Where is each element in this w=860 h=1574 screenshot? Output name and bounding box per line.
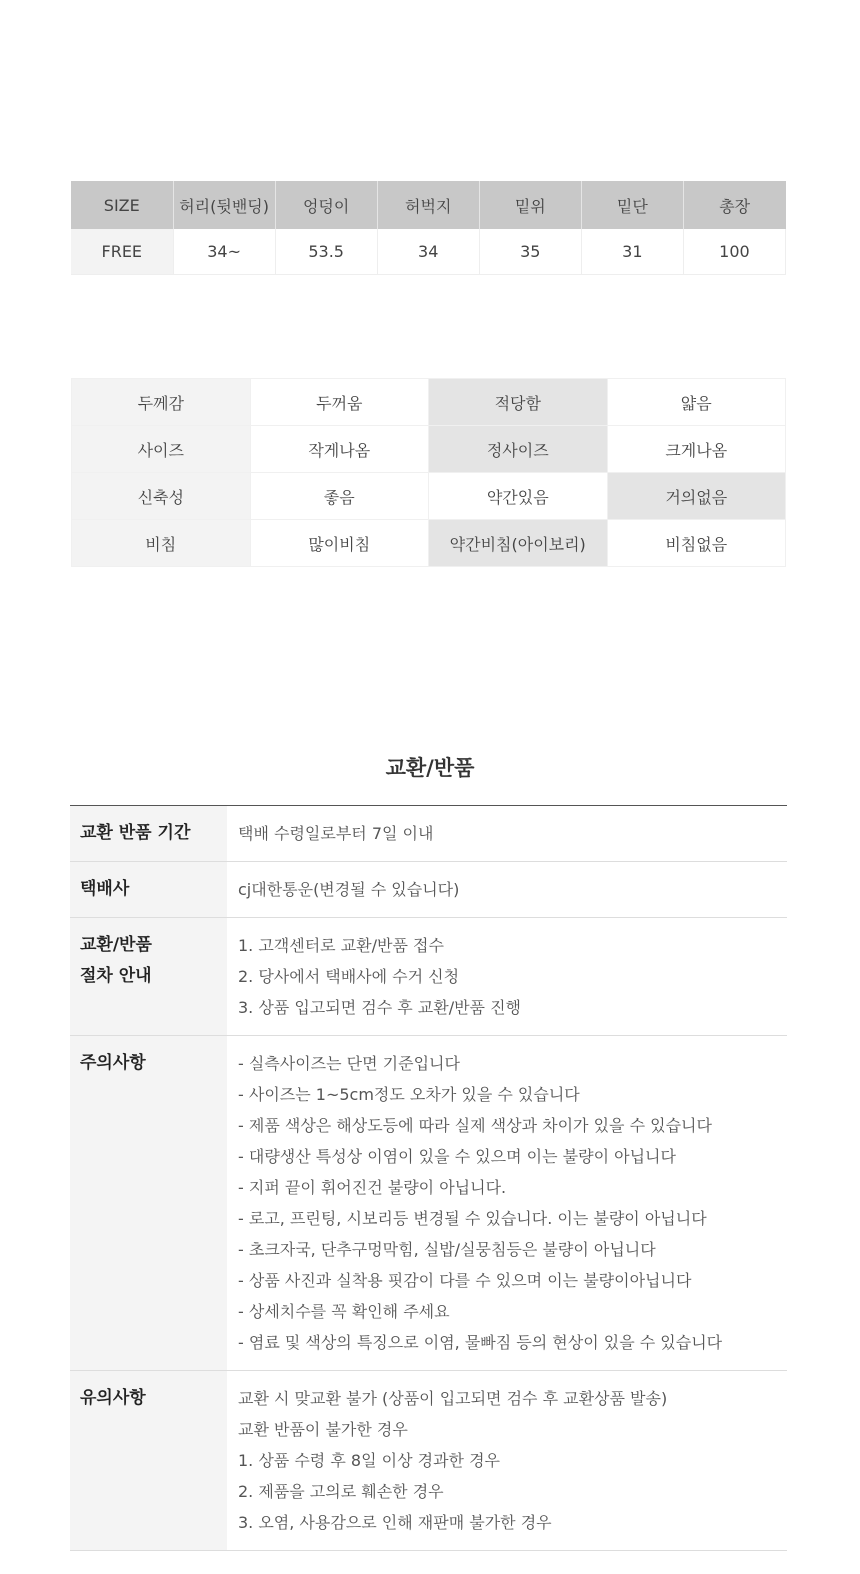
policy-content-line: 2. 당사에서 택배사에 수거 신청 <box>238 967 460 986</box>
policy-row-content <box>227 918 787 1036</box>
policy-content-line: - 상품 사진과 실착용 핏감이 다를 수 있으며 이는 불량이아닙니다 <box>238 1271 692 1290</box>
size-label-cell: FREE <box>71 229 173 275</box>
size-value-cell: 35 <box>479 229 581 275</box>
policy-content-line: - 상세치수를 꼭 확인해 주세요 <box>238 1302 450 1321</box>
attribute-name: 신축성 <box>72 473 251 520</box>
policy-label-line: 주의사항 <box>80 1053 146 1073</box>
policy-label-line: 교환 반품 기간 <box>80 823 191 843</box>
policy-row <box>70 1036 787 1371</box>
policy-row <box>70 918 787 1036</box>
attribute-name: 두께감 <box>72 379 251 426</box>
size-value-cell: 34~ <box>173 229 275 275</box>
attribute-option: 크게나옴 <box>607 426 786 473</box>
policy-content-line: - 로고, 프린팅, 시보리등 변경될 수 있습니다. 이는 불량이 아닙니다 <box>238 1209 707 1228</box>
policy-label-line: 택배사 <box>80 879 130 899</box>
policy-content-line: - 지퍼 끝이 휘어진건 불량이 아닙니다. <box>238 1178 507 1197</box>
policy-row-label <box>70 806 227 862</box>
fabric-attribute-table <box>71 378 786 567</box>
attribute-option: 거의없음 <box>607 473 786 520</box>
policy-content-line: 2. 제품을 고의로 훼손한 경우 <box>238 1482 444 1501</box>
attribute-option: 얇음 <box>607 379 786 426</box>
attribute-option: 두꺼움 <box>250 379 429 426</box>
policy-content-line: 3. 상품 입고되면 검수 후 교환/반품 진행 <box>238 998 522 1017</box>
policy-row <box>70 806 787 862</box>
policy-row-content <box>227 1036 787 1371</box>
policy-content-line: 3. 오염, 사용감으로 인해 재판매 불가한 경우 <box>238 1513 552 1532</box>
policy-row-label <box>70 1371 227 1551</box>
policy-row-label <box>70 1036 227 1371</box>
size-header-cell: 허리(뒷밴딩) <box>173 181 275 229</box>
policy-content-line: 교환 반품이 불가한 경우 <box>238 1420 408 1439</box>
attribute-option: 좋음 <box>250 473 429 520</box>
size-header-cell: 밑단 <box>581 181 683 229</box>
exchange-return-table <box>70 805 787 1551</box>
attribute-row <box>72 426 786 473</box>
policy-row-content <box>227 806 787 862</box>
policy-content-line: - 초크자국, 단추구멍막힘, 실밥/실뭉침등은 불량이 아닙니다 <box>238 1240 656 1259</box>
policy-content-line: cj대한통운(변경될 수 있습니다) <box>238 880 460 899</box>
size-header-cell: 밑위 <box>479 181 581 229</box>
exchange-return-title: 교환/반품 <box>385 756 475 780</box>
policy-content-line: 교환 시 맞교환 불가 (상품이 입고되면 검수 후 교환상품 발송) <box>238 1389 668 1408</box>
policy-row-content <box>227 862 787 918</box>
size-value-cell: 100 <box>683 229 785 275</box>
size-header-cell: 엉덩이 <box>275 181 377 229</box>
size-table-header-row <box>71 181 786 229</box>
size-header-cell: 허벅지 <box>377 181 479 229</box>
policy-row <box>70 862 787 918</box>
size-value-cell: 31 <box>581 229 683 275</box>
attribute-option: 작게나옴 <box>250 426 429 473</box>
policy-content-line: - 제품 색상은 해상도등에 따라 실제 색상과 차이가 있을 수 있습니다 <box>238 1116 712 1135</box>
attribute-option: 약간비침(아이보리) <box>429 520 608 567</box>
policy-row-content <box>227 1371 787 1551</box>
attribute-name: 사이즈 <box>72 426 251 473</box>
size-value-cell: 53.5 <box>275 229 377 275</box>
attribute-row <box>72 379 786 426</box>
policy-content-line: - 대량생산 특성상 이염이 있을 수 있으며 이는 불량이 아닙니다 <box>238 1147 676 1166</box>
policy-row <box>70 1371 787 1551</box>
attribute-option: 비침없음 <box>607 520 786 567</box>
size-header-cell: SIZE <box>71 181 173 229</box>
policy-row-label <box>70 918 227 1036</box>
policy-label-line: 유의사항 <box>80 1388 146 1408</box>
size-table <box>71 181 786 275</box>
policy-row-label <box>70 862 227 918</box>
policy-content-line: - 사이즈는 1~5cm정도 오차가 있을 수 있습니다 <box>238 1085 580 1104</box>
policy-label-line: 절차 안내 <box>80 966 152 986</box>
policy-label-line: 교환/반품 <box>80 935 152 955</box>
attribute-row <box>72 473 786 520</box>
attribute-name: 비침 <box>72 520 251 567</box>
policy-content-line: - 염료 및 색상의 특징으로 이염, 물빠짐 등의 현상이 있을 수 있습니다 <box>238 1333 723 1352</box>
attribute-row <box>72 520 786 567</box>
size-header-cell: 총장 <box>683 181 785 229</box>
attribute-option: 정사이즈 <box>429 426 608 473</box>
attribute-option: 적당함 <box>429 379 608 426</box>
attribute-option: 많이비침 <box>250 520 429 567</box>
policy-content-line: 1. 상품 수령 후 8일 이상 경과한 경우 <box>238 1451 500 1470</box>
size-value-cell: 34 <box>377 229 479 275</box>
attribute-option: 약간있음 <box>429 473 608 520</box>
size-table-row <box>71 229 786 275</box>
policy-content-line: - 실측사이즈는 단면 기준입니다 <box>238 1054 460 1073</box>
policy-content-line: 1. 고객센터로 교환/반품 접수 <box>238 936 444 955</box>
policy-content-line: 택배 수령일로부터 7일 이내 <box>238 824 434 843</box>
